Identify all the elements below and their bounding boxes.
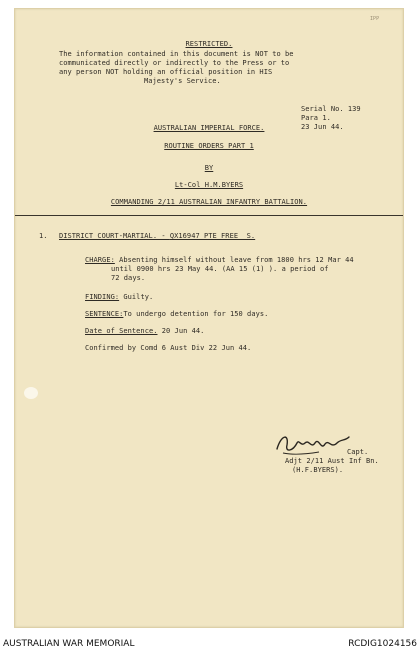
corner-mark: IPP bbox=[370, 16, 380, 22]
charge-label: CHARGE: bbox=[85, 256, 115, 264]
commander-name: Lt-Col H.M.BYERS bbox=[174, 181, 244, 189]
notice-line: Majesty's Service. bbox=[144, 77, 221, 85]
sentence-line bbox=[85, 310, 268, 319]
commanding-line: COMMANDING 2/11 AUSTRALIAN INFANTRY BATTALION. bbox=[110, 198, 308, 206]
by-line: BY bbox=[204, 164, 214, 172]
serial-para: Para 1. bbox=[301, 114, 331, 122]
sentence-label: SENTENCE: bbox=[85, 310, 124, 318]
force-title: AUSTRALIAN IMPERIAL FORCE. bbox=[153, 124, 265, 132]
finding-label: FINDING: bbox=[85, 293, 120, 301]
confirmed-line: Confirmed by Comd 6 Aust Div 22 Jun 44. bbox=[85, 344, 252, 352]
signature-role: Adjt 2/11 Aust Inf Bn. bbox=[285, 457, 379, 465]
archive-caption-right: RCDIG1024156 bbox=[348, 639, 417, 649]
charge-text: 72 days. bbox=[111, 274, 146, 282]
charge-text: Absenting himself without leave from 1800 hrs 12 Mar 44 bbox=[114, 256, 354, 264]
date-text: 20 Jun 44. bbox=[157, 327, 205, 335]
date-line bbox=[85, 327, 204, 336]
notice-line: The information contained in this document is NOT to be bbox=[59, 50, 294, 58]
sentence-text: To undergo detention for 150 days. bbox=[123, 310, 269, 318]
finding-line bbox=[85, 293, 153, 302]
signature-rank: Capt. bbox=[347, 448, 369, 456]
date-label: Date of Sentence. bbox=[85, 327, 158, 335]
serial-number: Serial No. 139 bbox=[301, 105, 361, 113]
section-divider bbox=[15, 215, 403, 216]
handwritten-signature bbox=[273, 429, 353, 459]
finding-text: Guilty. bbox=[119, 293, 154, 301]
notice-line: communicated directly or indirectly to the Press or to bbox=[59, 59, 290, 67]
punch-hole bbox=[24, 387, 38, 399]
orders-title: ROUTINE ORDERS PART 1 bbox=[164, 142, 254, 150]
restricted-heading: RESTRICTED. bbox=[185, 40, 233, 48]
archive-caption-left: AUSTRALIAN WAR MEMORIAL bbox=[3, 639, 135, 649]
item-subject: QX16947 PTE FREE S. bbox=[169, 232, 256, 240]
charge-text: until 0900 hrs 23 May 44. (AA 15 (1) ). a period of bbox=[111, 265, 329, 273]
item-number: 1. bbox=[39, 232, 48, 240]
item-heading bbox=[59, 232, 255, 241]
serial-date: 23 Jun 44. bbox=[301, 123, 344, 131]
signature-name: (H.F.BYERS). bbox=[292, 466, 344, 474]
document-page bbox=[14, 8, 404, 628]
charge-line bbox=[85, 256, 354, 265]
item-title: DISTRICT COURT-MARTIAL. - bbox=[59, 232, 170, 240]
notice-line: any person NOT holding an official position in HIS bbox=[59, 68, 273, 76]
